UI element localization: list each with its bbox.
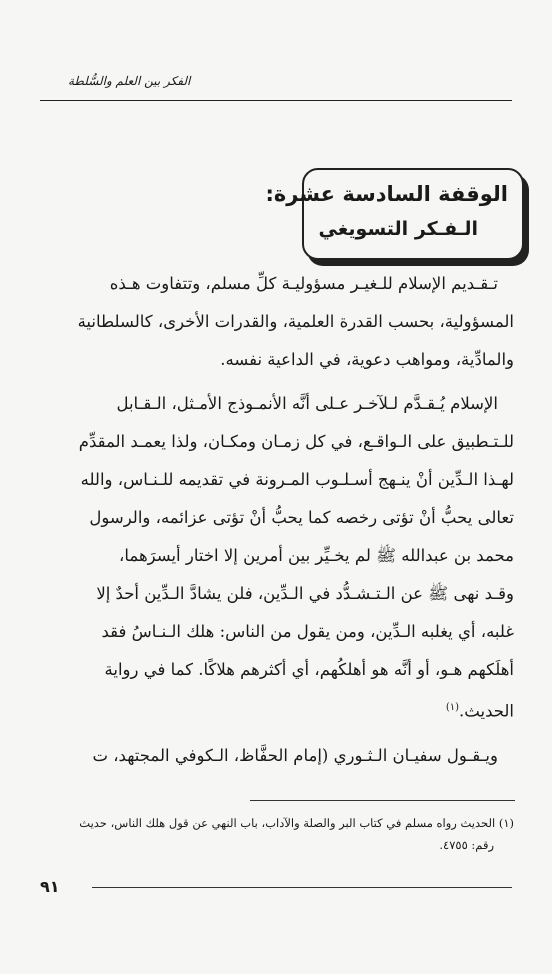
text-line-end: الحديث. bbox=[459, 701, 514, 721]
paragraph-3 bbox=[40, 737, 514, 775]
section-title-box bbox=[265, 168, 524, 260]
footnote-reference[interactable]: (١) bbox=[445, 702, 460, 713]
paragraph-1 bbox=[40, 265, 514, 379]
running-head-title: الفكر بين العلم والسُّلطة bbox=[68, 74, 191, 88]
text-line: المسؤولية، بحسب القدرة العلمية، والقدرات الأخرى، كالسلطانية bbox=[77, 312, 514, 331]
text-line: غلبه، أي يغلبه الـدِّين، ومن يقول من الناس: هلك الـنـاسُ فقد bbox=[101, 622, 514, 641]
text-line-with-footnote bbox=[40, 689, 514, 731]
text-line: تـقـديم الإسلام للـغيـر مسؤوليـة كلِّ مسلم، وتتفاوت هـذه bbox=[109, 274, 498, 293]
footnote-line: (١) الحديث رواه مسلم في كتاب البر والصلة والآداب، باب النهي عن قول هلك الناس، حديث bbox=[79, 816, 514, 830]
section-subtitle: الـفـكر التسويغي bbox=[318, 218, 478, 240]
text-line: وقـد نهى ﷺ عن الـتـشـدُّد في الـدِّين، فلن يشادَّ الـدِّين أحدٌ إلا bbox=[96, 584, 514, 603]
text-line: لهـذا الـدِّين أنْ ينـهج أسـلـوب المـرونة في تقديمه للـنـاس، والله bbox=[80, 470, 514, 489]
text-line: أهلَكهم هـو، أو أنَّه هو أهلكُهم، أي أكثرهم هلاكًا. كما في رواية bbox=[104, 660, 514, 679]
text-line: تعالى يحبُّ أنْ تؤتى رخصه كما يحبُّ أنْ تؤتى عزائمه، والرسول bbox=[89, 508, 514, 527]
footer-rule bbox=[92, 887, 512, 888]
section-title: الوقفة السادسة عشرة: bbox=[265, 182, 508, 206]
text-line: الإسلام يُـقـدَّم لـلآخـر عـلى أنَّه الأنمـوذج الأمـثل، الـقـابل bbox=[116, 394, 498, 413]
page-number: ٩١ bbox=[40, 877, 60, 896]
text-line: للـتـطبيق على الـواقـع، في كل زمـان ومكـان، ولذا يعمـد المقدِّم bbox=[78, 432, 514, 451]
text-line: محمد بن عبدالله ﷺ لم يخـيِّر بين أمرين إلا اختار أيسرَهما، bbox=[119, 546, 514, 565]
footnote-line: رقم: ٤٧٥٥. bbox=[439, 838, 494, 852]
footnote bbox=[40, 812, 514, 856]
header-rule bbox=[40, 100, 512, 101]
text-line: ويـقـول سفيـان الـثـوري (إمام الحفَّاظ، الـكوفي المجتهد، ت bbox=[92, 745, 498, 765]
text-line: والمادِّية، ومواهب دعوية، في الداعية نفسه. bbox=[220, 350, 514, 369]
body-text bbox=[40, 265, 514, 775]
footnote-rule bbox=[250, 800, 515, 801]
paragraph-2 bbox=[40, 385, 514, 731]
